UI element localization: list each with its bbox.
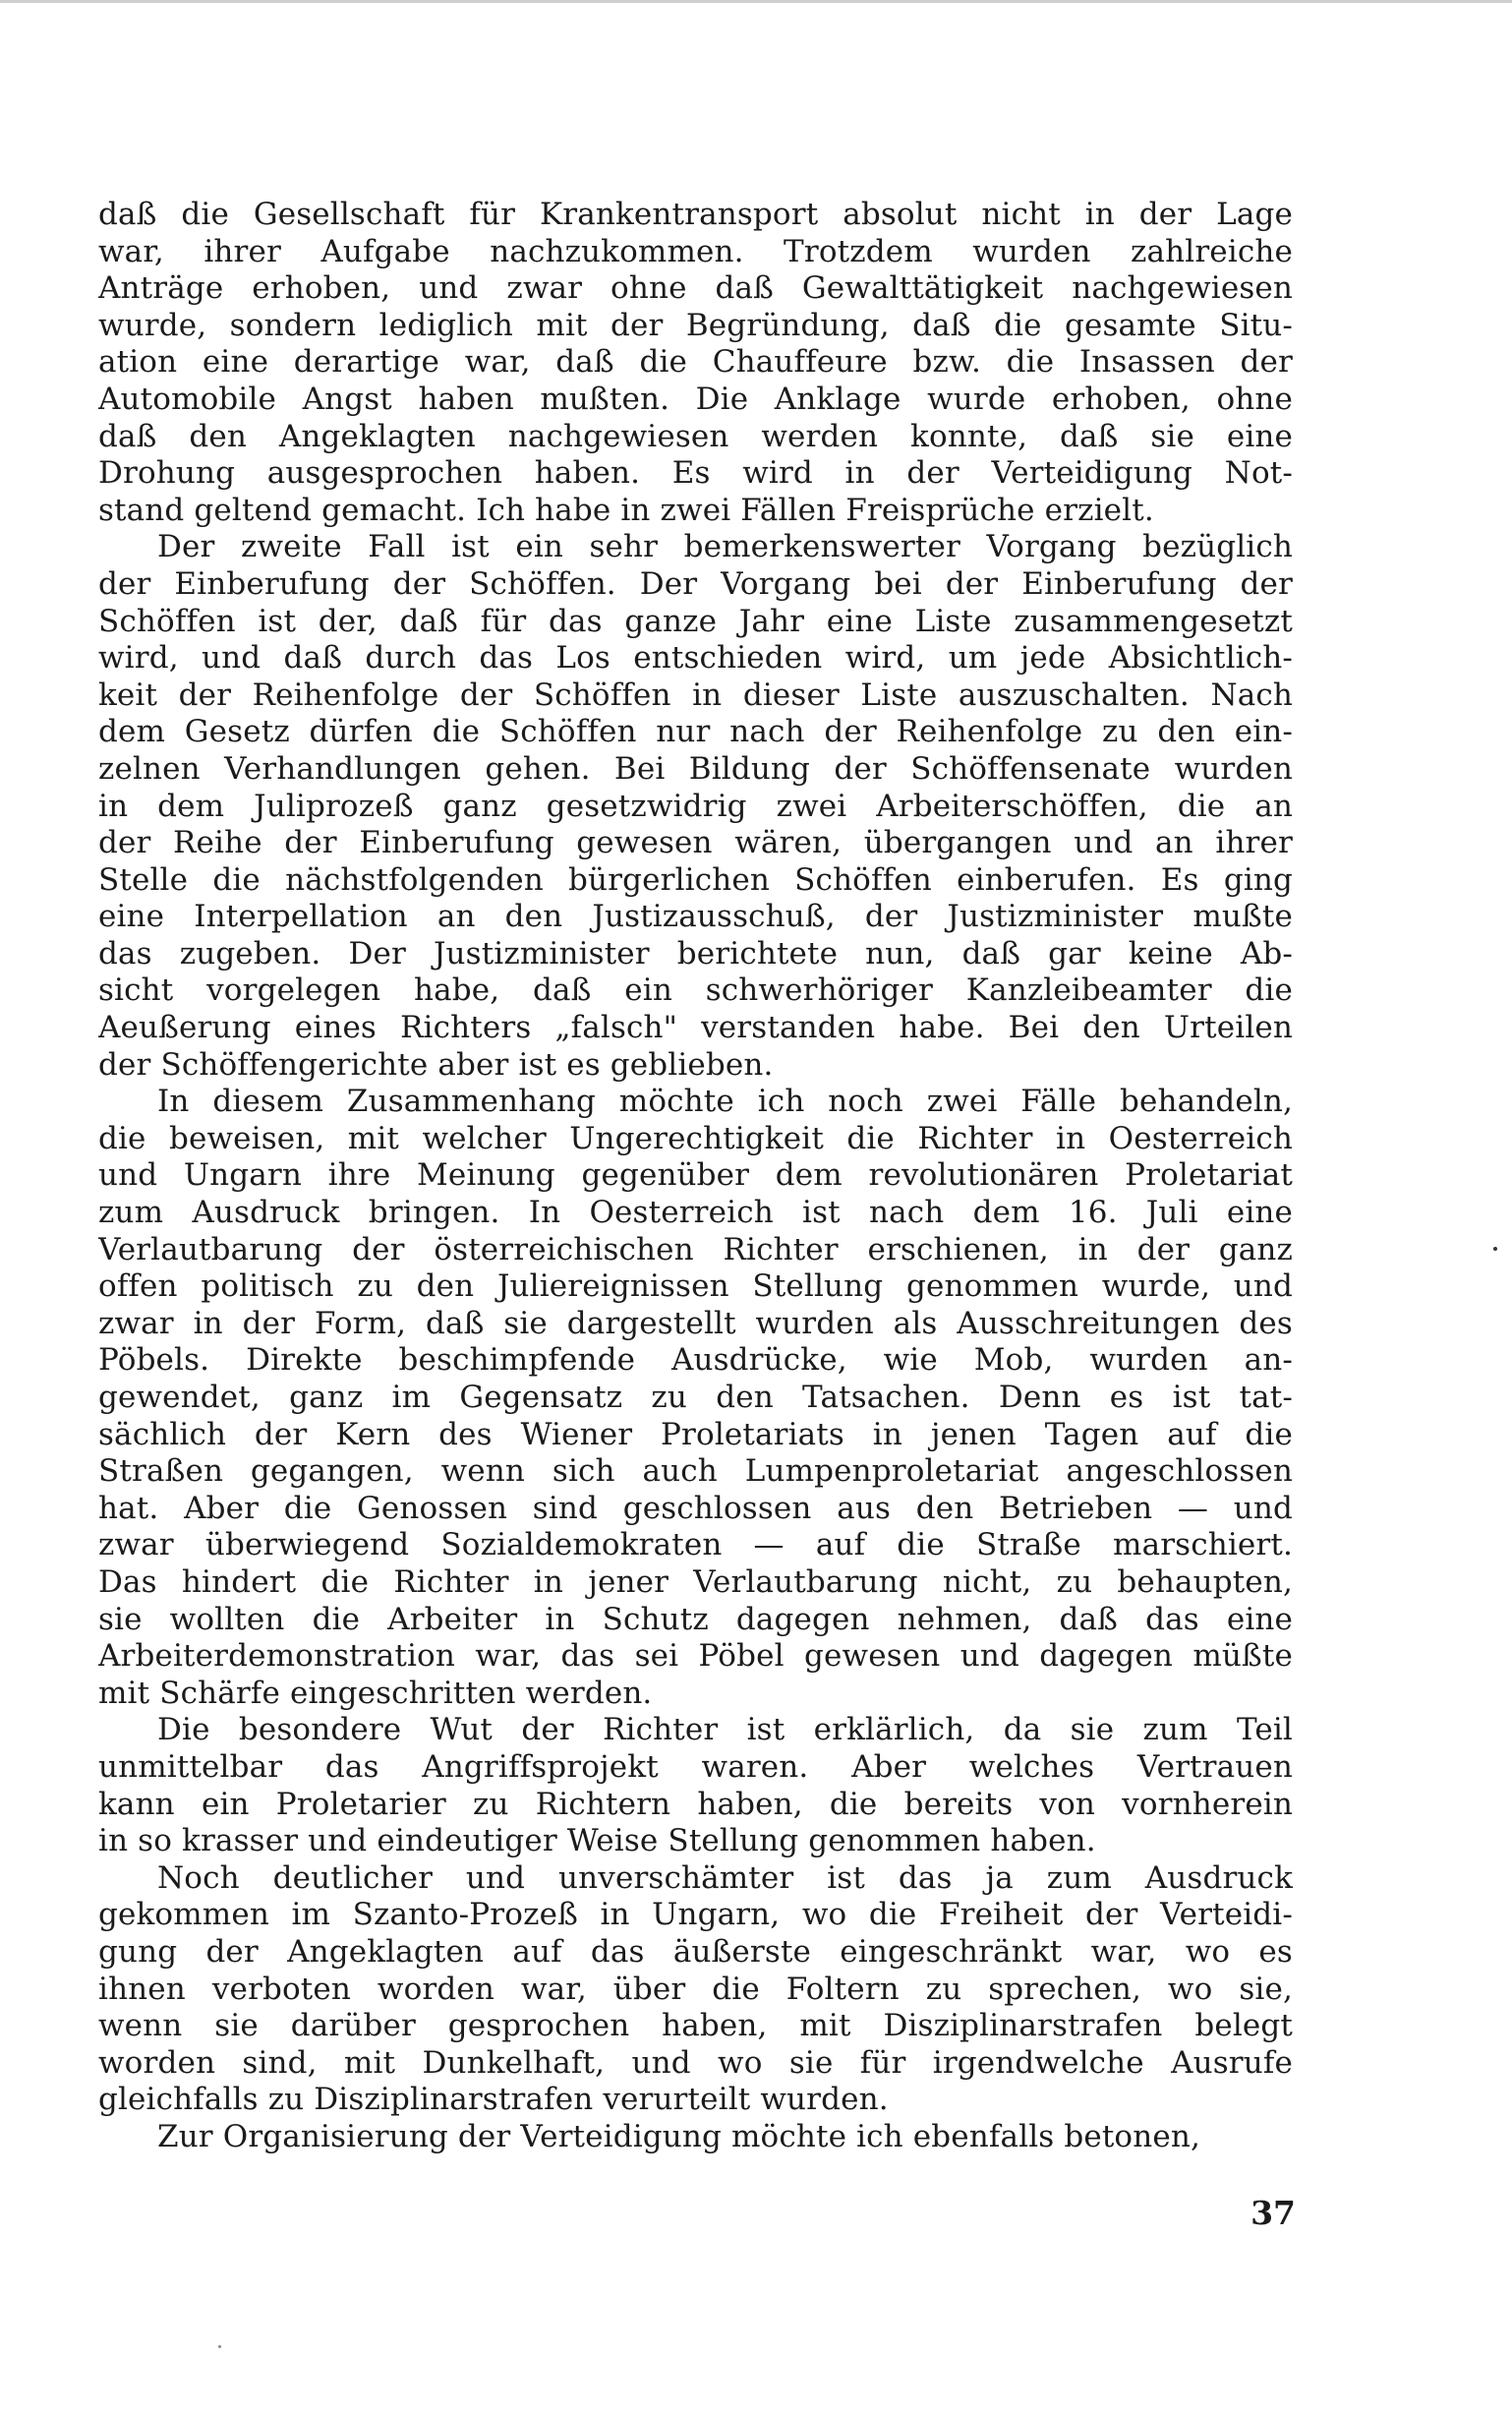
text-line: Anträge erhoben, und zwar ohne daß Gewalttätigkeit nachgewiesen [98,270,1293,307]
text-line: zelnen Verhandlungen gehen. Bei Bildung der Schöffensenate wurden [98,750,1293,787]
body-text [98,197,1293,2155]
text-line: gung der Angeklagten auf das äußerste eingeschränkt war, wo es [98,1933,1293,1970]
text-line: Drohung ausgesprochen haben. Es wird in der Verteidigung Not- [98,455,1293,492]
text-line: Das hindert die Richter in jener Verlautbarung nicht, zu behaupten, [98,1563,1293,1600]
text-line: Aeußerung eines Richters „falsch" verstanden habe. Bei den Urteilen [98,1010,1293,1046]
text-line: Verlautbarung der österreichischen Richter erschienen, in der ganz [98,1231,1293,1267]
text-line: und Ungarn ihre Meinung gegenüber dem revolutionären Proletariat [98,1157,1293,1194]
text-line: Zur Organisierung der Verteidigung möchte ich ebenfalls betonen, [157,2118,1200,2154]
text-line: ihnen verboten worden war, über die Foltern zu sprechen, wo sie, [98,1971,1293,2007]
text-line: der Einberufung der Schöffen. Der Vorgang bei der Einberufung der [98,565,1293,602]
text-line: zum Ausdruck bringen. In Oesterreich ist nach dem 16. Juli eine [98,1195,1293,1231]
text-line: In diesem Zusammenhang möchte ich noch zwei Fälle behandeln, [157,1084,1293,1120]
text-line: unmittelbar das Angriffsprojekt waren. Aber welches Vertrauen [98,1748,1293,1785]
text-line: kann ein Proletarier zu Richtern haben, die bereits von vornherein [98,1786,1293,1822]
paragraph [98,1084,1293,1712]
text-line: Pöbels. Direkte beschimpfende Ausdrücke, wie Mob, wurden an- [98,1342,1293,1379]
text-line: Automobile Angst haben mußten. Die Anklage wurde erhoben, ohne [98,381,1293,417]
print-speck [218,2345,221,2348]
text-line: gewendet, ganz im Gegensatz zu den Tatsachen. Denn es ist tat- [98,1380,1293,1415]
text-line: Der zweite Fall ist ein sehr bemerkenswerter Vorgang bezüglich [157,529,1293,565]
text-line: gekommen im Szanto-Prozeß in Ungarn, wo die Freiheit der Verteidi- [98,1897,1293,1933]
paragraph [98,2119,1293,2156]
text-line: ation eine derartige war, daß die Chauffeure bzw. die Insassen der [98,344,1293,381]
text-line: stand geltend gemacht. Ich habe in zwei Fällen Freisprüche erzielt. [98,492,1154,528]
text-line: daß die Gesellschaft für Krankentransport absolut nicht in der Lage [98,197,1293,232]
text-line: eine Interpellation an den Justizausschuß, der Justizminister mußte [98,899,1293,935]
text-line: wurde, sondern lediglich mit der Begründung, daß die gesamte Situ- [98,307,1293,343]
text-line: daß den Angeklagten nachgewiesen werden konnte, daß sie eine [98,418,1293,454]
text-line: zwar in der Form, daß sie dargestellt wurden als Ausschreitungen des [98,1305,1293,1341]
page-number: 37 [1250,2194,1296,2232]
text-line: sicht vorgelegen habe, daß ein schwerhöriger Kanzleibeamter die [98,972,1293,1009]
paragraph [98,197,1293,529]
print-speck [1493,1247,1497,1251]
text-line: in so krasser und eindeutiger Weise Stellung genommen haben. [98,1823,1096,1859]
text-line: zwar überwiegend Sozialdemokraten — auf die Straße marschiert. [98,1527,1293,1563]
text-line: Stelle die nächstfolgenden bürgerlichen Schöffen einberufen. Es ging [98,861,1293,898]
paragraph [98,1712,1293,1859]
text-line: offen politisch zu den Juliereignissen Stellung genommen wurde, und [98,1268,1293,1305]
text-line: Die besondere Wut der Richter ist erklärlich, da sie zum Teil [157,1712,1293,1748]
text-line: Arbeiterdemonstration war, das sei Pöbel gewesen und dagegen müßte [98,1638,1293,1675]
text-line: war, ihrer Aufgabe nachzukommen. Trotzdem wurden zahlreiche [98,233,1293,269]
top-border [0,0,1512,3]
text-line: wenn sie darüber gesprochen haben, mit Disziplinarstrafen belegt [98,2008,1293,2044]
text-line: hat. Aber die Genossen sind geschlossen aus den Betrieben — und [98,1490,1293,1526]
text-line: Straßen gegangen, wenn sich auch Lumpenproletariat angeschlossen [98,1453,1293,1490]
text-line: gleichfalls zu Disziplinarstrafen verurteilt wurden. [98,2082,889,2118]
text-line: der Schöffengerichte aber ist es geblieben. [98,1046,774,1083]
text-line: Schöffen ist der, daß für das ganze Jahr eine Liste zusammengesetzt [98,603,1293,639]
text-line: das zugeben. Der Justizminister berichtete nun, daß gar keine Ab- [98,935,1293,971]
text-line: mit Schärfe eingeschritten werden. [98,1675,653,1711]
text-line: die beweisen, mit welcher Ungerechtigkeit die Richter in Oesterreich [98,1120,1293,1156]
text-line: wird, und daß durch das Los entschieden wird, um jede Absichtlich- [98,640,1293,677]
paragraph [98,1860,1293,2119]
paragraph [98,529,1293,1084]
text-line: sie wollten die Arbeiter in Schutz dagegen nehmen, daß das eine [98,1601,1293,1637]
text-line: Noch deutlicher und unverschämter ist das ja zum Ausdruck [157,1859,1293,1896]
text-line: worden sind, mit Dunkelhaft, und wo sie für irgendwelche Ausrufe [98,2044,1293,2081]
text-line: der Reihe der Einberufung gewesen wären, übergangen und an ihrer [98,825,1293,861]
text-line: keit der Reihenfolge der Schöffen in dieser Liste auszuschalten. Nach [98,677,1293,713]
text-line: in dem Juliprozeß ganz gesetzwidrig zwei Arbeiterschöffen, die an [98,788,1293,824]
text-line: sächlich der Kern des Wiener Proletariats in jenen Tagen auf die [98,1416,1293,1452]
text-line: dem Gesetz dürfen die Schöffen nur nach der Reihenfolge zu den ein- [98,714,1293,750]
